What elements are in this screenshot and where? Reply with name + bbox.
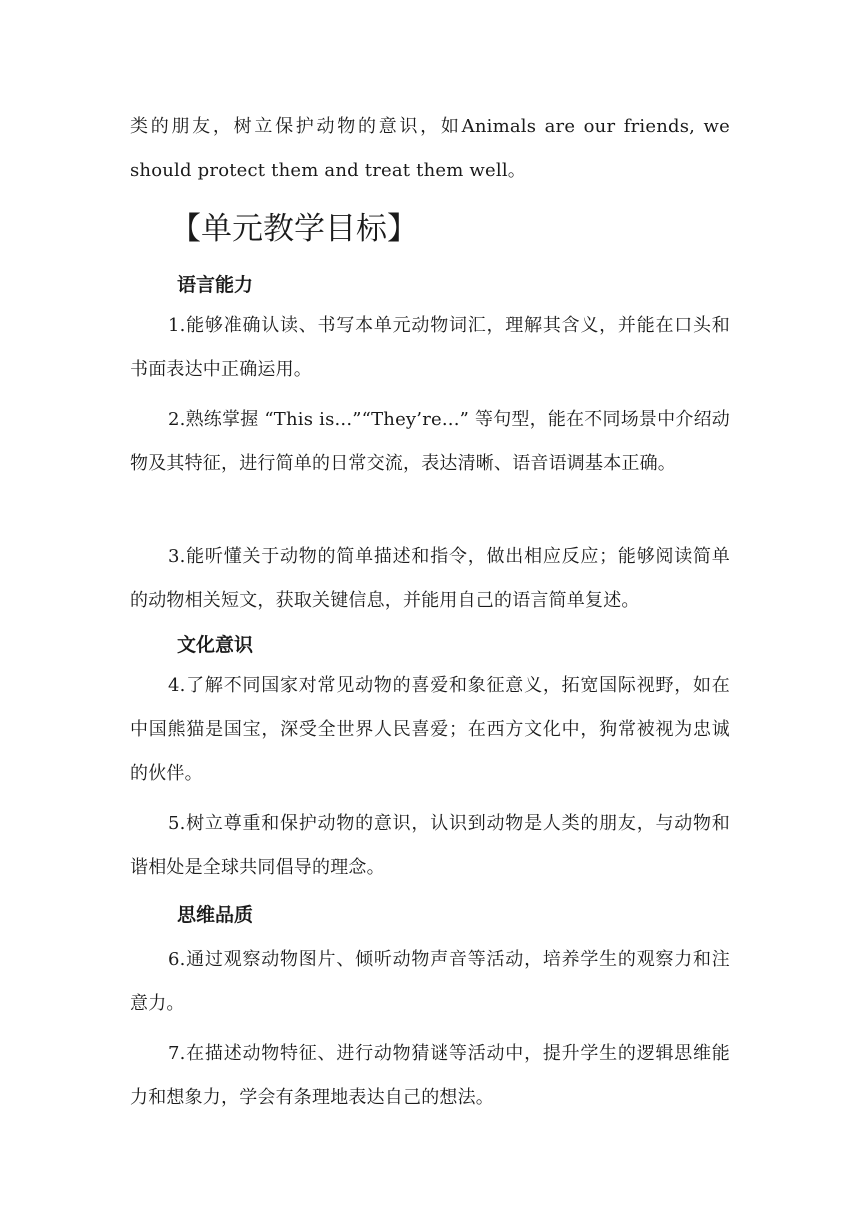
- heading-cultural-awareness: 文化意识: [177, 634, 254, 656]
- objective-item-2: 2.熟练掌握 “This is...”“They’re...” 等句型，能在不同场景中介绍动物及其特征，进行简单的日常交流，表达清晰、语音语调基本正确。: [130, 409, 730, 474]
- objective-item-5: 5.树立尊重和保护动物的意识，认识到动物是人类的朋友，与动物和谐相处是全球共同倡导的理念。: [130, 813, 730, 878]
- objective-item-6: 6.通过观察动物图片、倾听动物声音等活动，培养学生的观察力和注意力。: [130, 949, 730, 1014]
- objective-item-3: 3.能听懂关于动物的简单描述和指令，做出相应反应；能够阅读简单的动物相关短文，获取关键信息，并能用自己的语言简单复述。: [130, 546, 730, 611]
- objective-item-1: 1.能够准确认读、书写本单元动物词汇，理解其含义，并能在口头和书面表达中正确运用。: [130, 315, 730, 380]
- objective-item-4: 4.了解不同国家对常见动物的喜爱和象征意义，拓宽国际视野，如在中国熊猫是国宝，深受全世界人民喜爱；在西方文化中，狗常被视为忠诚的伙伴。: [130, 675, 730, 784]
- heading-language-ability: 语言能力: [177, 274, 254, 296]
- intro-continuation: 类的朋友，树立保护动物的意识，如Animals are our friends, we should protect them and treat them well。: [130, 116, 730, 181]
- heading-thinking-quality: 思维品质: [177, 904, 254, 926]
- objective-item-7: 7.在描述动物特征、进行动物猜谜等活动中，提升学生的逻辑思维能力和想象力，学会有条理地表达自己的想法。: [130, 1043, 730, 1108]
- section-title: 【单元教学目标】: [170, 211, 418, 247]
